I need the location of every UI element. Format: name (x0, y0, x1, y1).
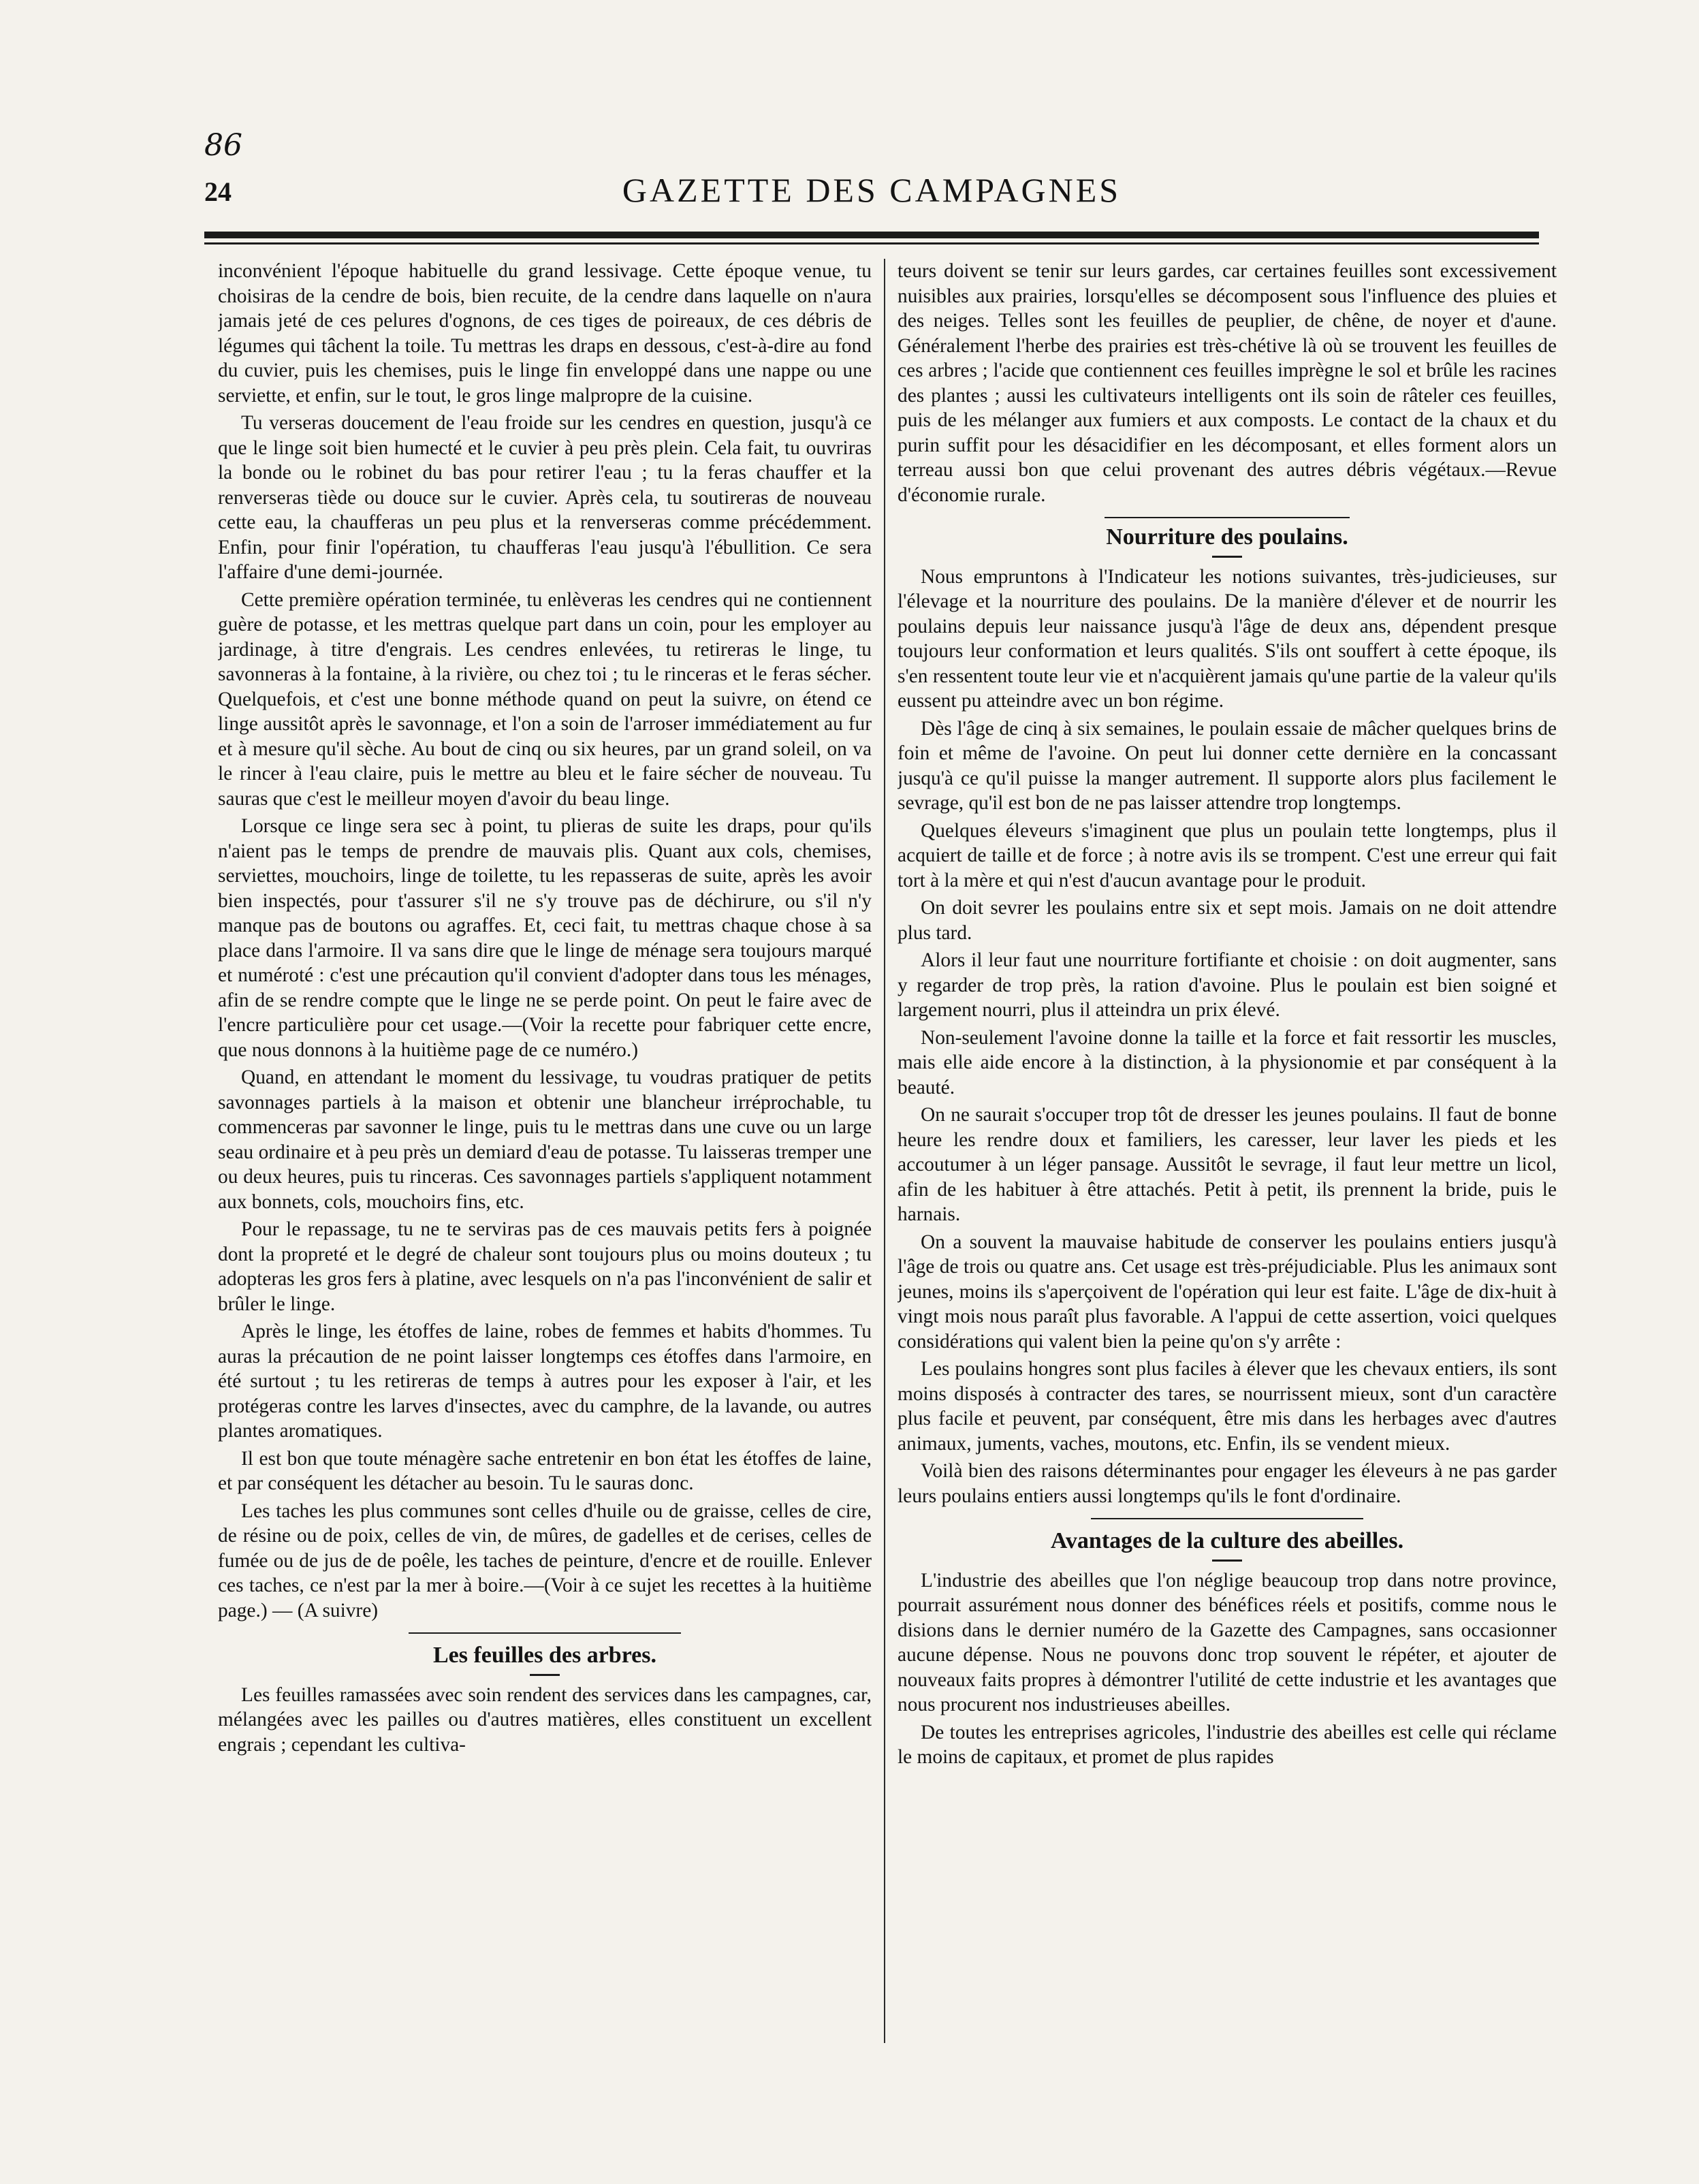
paragraph: Quelques éleveurs s'imaginent que plus un poulain tette longtemps, plus il acquiert de taille et de force ; à notre avis ils se trompent. C'est une erreur qui fait tort à la mère et qui n'est d'aucun avantage pour le produit. (898, 819, 1557, 891)
page-number-handwritten: 86 (204, 128, 242, 163)
paragraph: Pour le repassage, tu ne te serviras pas de ces mauvais petits fers à poignée dont la propreté et le degré de chaleur sont toujours plus ou moins douteux ; tu adopteras les gros fers à platine, avec lesquels on n'a pas l'inconvénient de salir et brûler le linge. (218, 1218, 872, 1315)
section-header-abeilles (898, 1518, 1557, 1562)
paragraph: Tu verseras doucement de l'eau froide sur les cendres en question, jusqu'à ce que le linge soit bien humecté et le cuvier à peu près plein. Cela fait, tu ouvriras la bonde ou le robinet du bas pour retirer l'eau ; tu la feras chauffer et la renverseras tiède ou douce sur le cuvier. Après cela, tu soutireras de nouveau cette eau, la chaufferas un peu plus et la renverseras comme précédemment. Enfin, pour finir l'opération, tu chaufferas l'eau jusqu'à l'ébullition. Ce sera l'affaire d'une demi-journée. (218, 412, 872, 583)
paragraph: Les feuilles ramassées avec soin rendent des services dans les campagnes, car, mélangées avec les pailles ou d'autres matières, elles constituent un excellent engrais ; cependant les cultiva- (218, 1683, 872, 1756)
paragraph: De toutes les entreprises agricoles, l'industrie des abeilles est celle qui réclame le moins de capitaux, et promet de plus rapides (898, 1721, 1557, 1768)
paragraph: Dès l'âge de cinq à six semaines, le poulain essaie de mâcher quelques brins de foin et même de l'avoine. On peut lui donner cette dernière en la concassant jusqu'à ce qu'il puisse la manger autrement. Il supporte alors plus facilement le sevrage, qu'il est bon de ne pas laisser attendre trop longtemps. (898, 717, 1557, 814)
section-dash (1212, 556, 1242, 558)
section-title: Les feuilles des arbres. (432, 1643, 656, 1668)
column-divider (884, 259, 885, 2043)
page-number-printed: 24 (204, 176, 232, 207)
paragraph: Voilà bien des raisons déterminantes pour engager les éleveurs à ne pas garder leurs poulains entiers aussi longtemps qu'ils le font d'ordinaire. (898, 1460, 1557, 1507)
paragraph: Les taches les plus communes sont celles d'huile ou de graisse, celles de cire, de résine ou de poix, celles de vin, de mûres, de gadelles et de cerises, celles de fumée ou de jus de de poêle, les taches de peinture, d'encre et de rouille. Enlever ces taches, ce n'est par la mer à boire.—(Voir à ce sujet les recettes à la huitième page.) — (A suivre) (218, 1500, 872, 1621)
section-header-feuilles (218, 1632, 872, 1676)
paragraph: Nous empruntons à l'Indicateur les notions suivantes, très-judicieuses, sur l'élevage et la nourriture des poulains. De la manière d'élever et de nourrir les poulains depuis leur naissance jusqu'à l'âge de deux ans, dépendent presque toujours leur conformation et leurs qualités. S'ils ont souffert à cette époque, ils s'en ressentent toute leur vie et n'acquièrent jamais qu'une partie de la valeur qu'ils eussent pu atteindre avec un bon régime. (898, 565, 1557, 712)
masthead-rule-thick (204, 232, 1539, 238)
left-column (218, 259, 872, 2057)
masthead-rule-thin (204, 242, 1539, 244)
section-dash (1212, 1560, 1242, 1562)
paragraph: Lorsque ce linge sera sec à point, tu plieras de suite les draps, pour qu'ils n'aient pas le temps de prendre de mauvais plis. Quant aux cols, chemises, serviettes, mouchoirs, linge de toilette, tu les repasseras de suite, après les avoir bien inspectés, pour t'assurer s'il ne s'y trouve pas de déchirure, ou s'il n'y manque pas de boutons ou agraffes. Et, ceci fait, tu mettras chaque chose à sa place dans l'armoire. Il va sans dire que le linge de ménage sera toujours marqué et numéroté : c'est une précaution qu'il convient d'adopter dans tous les ménages, afin de se rendre compte que le linge ne se perde point. On peut le faire avec de l'encre particulière pour cet usage.—(Voir la recette pour fabriquer cette encre, que nous donnons à la huitième page de ce numéro.) (218, 815, 872, 1061)
paragraph: Après le linge, les étoffes de laine, robes de femmes et habits d'hommes. Tu auras la précaution de ne point laisser longtemps ces étoffes dans l'armoire, en été surtout ; tu les retireras de temps à autres pour les exposer à l'air, et les protégeras contre les larves d'insectes, avec du camphre, de la lavande, ou autres plantes aromatiques. (218, 1320, 872, 1442)
paragraph: Il est bon que toute ménagère sache entretenir en bon état les étoffes de laine, et par conséquent les détacher au besoin. Tu le sauras donc. (218, 1447, 872, 1494)
paragraph: Non-seulement l'avoine donne la taille et la force et fait ressortir les muscles, mais elle aide encore à la distinction, à la physionomie et par conséquent à la beauté. (898, 1026, 1557, 1098)
paragraph: On ne saurait s'occuper trop tôt de dresser les jeunes poulains. Il faut de bonne heure les rendre doux et familiers, les caresser, leur laver les pieds et les accoutumer à un léger pansage. Aussitôt le sevrage, il faut leur mettre un licol, afin de les habituer à être attachés. Petit à petit, ils prennent la bride, puis le harnais. (898, 1104, 1557, 1225)
section-rule (1091, 1518, 1363, 1519)
paragraph: On doit sevrer les poulains entre six et sept mois. Jamais on ne doit attendre plus tard. (898, 897, 1557, 944)
section-dash (530, 1674, 560, 1676)
masthead-title: GAZETTE DES CAMPAGNES (622, 171, 1122, 209)
paragraph: On a souvent la mauvaise habitude de conserver les poulains entiers jusqu'à l'âge de trois ou quatre ans. Cet usage est très-préjudiciable. Plus les animaux sont jeunes, moins ils s'aperçoivent de l'opération qui leur est faite. L'âge de dix-huit à vingt mois nous paraît plus favorable. A l'appui de cette assertion, voici quelques considérations qui valent bien la peine qu'on s'y arrête : (898, 1231, 1557, 1352)
right-column (898, 259, 1557, 2057)
section-rule (1105, 517, 1350, 518)
section-header-poulains (898, 517, 1557, 558)
section-title: Nourriture des poulains. (1106, 524, 1348, 550)
paragraph: Cette première opération terminée, tu enlèveras les cendres qui ne contiennent guère de potasse, et les mettras quelque part dans un coin, pour les employer au jardinage, à titre d'engrais. Les cendres enlevées, tu retireras le linge, tu savonneras à la fontaine, à la rivière, ou chez toi ; tu le rinceras et le feras sécher. Quelquefois, et c'est une bonne méthode quand on peut la suivre, on étend ce linge aussitôt après le savonnage, et l'on a soin de l'arroser immédiatement au fur et à mesure qu'il sèche. Au bout de cinq ou six heures, par un grand soleil, on va le rincer à l'eau claire, puis le mettre au bleu et le faire sécher de nouveau. Tu sauras que c'est le meilleur moyen d'avoir du beau linge. (218, 588, 872, 810)
paragraph: L'industrie des abeilles que l'on néglige beaucoup trop dans notre province, pourrait assurément nous donner des bénéfices réels et positifs, comme nous le disions dans le dernier numéro de la Gazette des Campagnes, sans occasionner aucune dépense. Nous ne pouvons donc trop souvent le répéter, et ajouter de nouveaux faits propres à démontrer l'utilité de cette industrie et les avantages que nous procurent nos industrieuses abeilles. (898, 1569, 1557, 1715)
paragraph: teurs doivent se tenir sur leurs gardes, car certaines feuilles sont excessivement nuisibles aux prairies, lorsqu'elles se décomposent sous l'influence des pluies et des neiges. Telles sont les feuilles de peuplier, de chêne, de noyer et d'aune. Généralement l'herbe des prairies est très-chétive là où se trouvent les feuilles de ces arbres ; l'acide que contiennent ces feuilles imprègne le sol et brûle les racines des plantes ; aussi les cultivateurs intelligents ont ils soin de râteler ces feuilles, puis de les mélanger aux fumiers et aux composts. Le contact de la chaux et du purin suffit pour les désacidifier en les décomposant, et elles forment alors un terreau aussi bon que celui provenant des autres débris végétaux.—Revue d'économie rurale. (898, 260, 1557, 506)
paragraph: inconvénient l'époque habituelle du grand lessivage. Cette époque venue, tu choisiras de la cendre de bois, bien recuite, de la cendre dans laquelle on n'aura jamais jeté de ces pelures d'ognons, de ces tiges de poireaux, de ces débris de légumes qui tâchent la toile. Tu mettras les draps en dessous, c'est-à-dire au fond du cuvier, puis les chemises, puis le linge fin enveloppé dans une nappe ou une serviette, et enfin, sur le tout, le gros linge malpropre de la cuisine. (218, 260, 872, 407)
section-title: Avantages de la culture des abeilles. (1050, 1528, 1404, 1553)
paragraph: Quand, en attendant le moment du lessivage, tu voudras pratiquer de petits savonnages partiels à la maison et obtenir une blancheur irréprochable, tu commenceras par savonner le linge, puis tu le mettras dans une cuve ou un large seau ordinaire et à peu près un demiard d'eau de potasse. Tu laisseras tremper une ou deux heures, puis tu rinceras. Ces savonnages partiels s'appliquent notamment aux bonnets, cols, mouchoirs fins, etc. (218, 1066, 872, 1213)
paragraph: Les poulains hongres sont plus faciles à élever que les chevaux entiers, ils sont moins disposés à contracter des tares, se nourrissent mieux, sont d'un caractère plus facile et peuvent, par conséquent, être mis dans les herbages avec d'autres animaux, juments, vaches, moutons, etc. Enfin, ils se vendent mieux. (898, 1358, 1557, 1455)
section-rule (409, 1632, 681, 1634)
paragraph: Alors il leur faut une nourriture fortifiante et choisie : on doit augmenter, sans y regarder de trop près, la ration d'avoine. Plus le poulain est bien soigné et largement nourri, plus il atteindra un prix élevé. (898, 949, 1557, 1021)
